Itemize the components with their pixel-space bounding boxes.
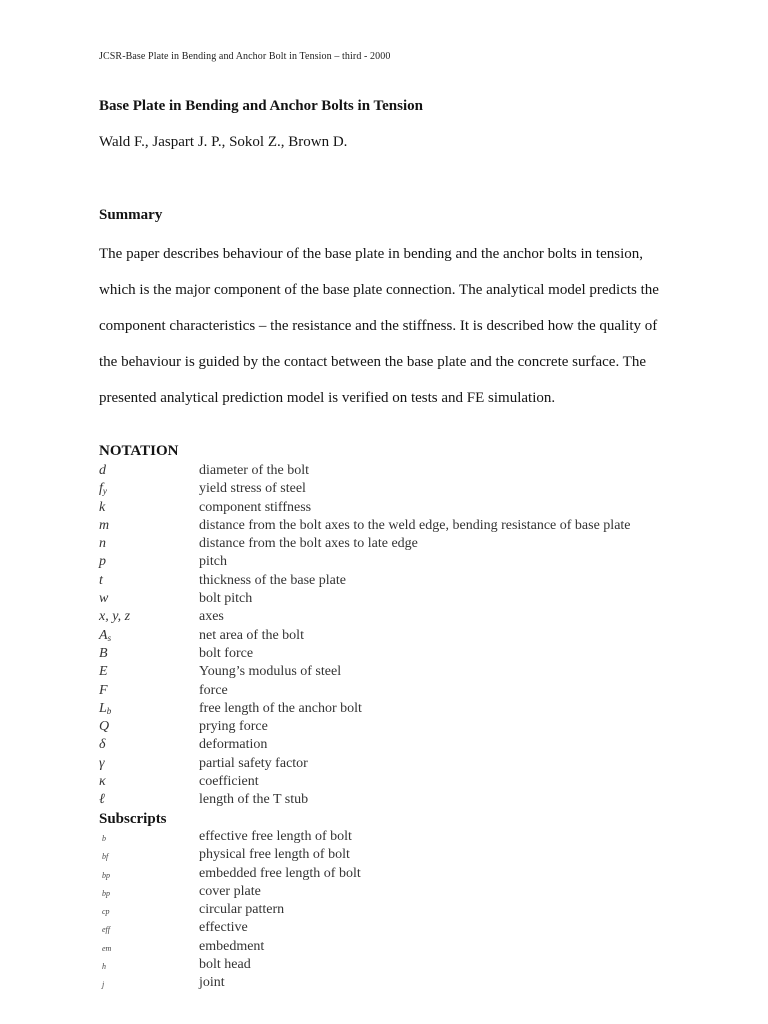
subscript-row — [99, 883, 699, 901]
subscript-symbol: eff — [102, 925, 110, 935]
subscript-description: circular pattern — [199, 902, 285, 918]
subscript-symbol: bf — [102, 852, 109, 862]
notation-row — [99, 517, 699, 535]
notation-symbol: $L_b$ — [99, 700, 112, 716]
notation-symbol: p — [99, 554, 106, 570]
notation-description: pitch — [199, 554, 227, 570]
notation-description: force — [199, 682, 228, 698]
notation-row — [99, 499, 699, 517]
notation-symbol: w — [99, 591, 109, 607]
notation-row — [99, 682, 699, 700]
summary-heading: Summary — [99, 207, 163, 223]
notation-description: net area of the bolt — [199, 627, 304, 643]
notation-symbol: $f_y$ — [99, 481, 107, 497]
notation-description: axes — [199, 609, 224, 625]
subscript-symbol: b — [102, 833, 106, 843]
notation-symbol: k — [99, 499, 106, 515]
notation-description: partial safety factor — [199, 755, 308, 771]
subscript-symbol: j — [102, 980, 105, 990]
notation-row — [99, 590, 699, 608]
subscript-symbol: bp — [102, 870, 110, 880]
subscript-row — [99, 919, 699, 937]
notation-row — [99, 645, 699, 663]
subscript-description: joint — [199, 975, 225, 991]
notation-symbol: κ — [99, 774, 106, 790]
subscript-description: embedded free length of bolt — [199, 865, 361, 881]
subscript-description: effective — [199, 920, 248, 936]
notation-description: bolt pitch — [199, 591, 253, 607]
author-list: Wald F., Jaspart J. P., Sokol Z., Brown D. — [99, 134, 348, 150]
subscript-row — [99, 865, 699, 883]
subscript-row — [99, 974, 699, 992]
notation-row — [99, 791, 699, 809]
notation-row — [99, 773, 699, 791]
notation-row — [99, 608, 699, 626]
notation-description: diameter of the bolt — [199, 463, 310, 478]
notation-symbol: γ — [99, 755, 105, 771]
notation-row — [99, 700, 699, 718]
notation-row — [99, 755, 699, 773]
subscript-description: effective free length of bolt — [199, 828, 352, 844]
subscript-symbol: h — [102, 962, 106, 972]
subscript-symbol: em — [102, 943, 112, 953]
notation-description: free length of the anchor bolt — [199, 700, 362, 716]
running-header: JCSR-Base Plate in Bending and Anchor Bolt in Tension – third - 2000 — [99, 51, 391, 62]
notation-symbol: x, y, z — [99, 609, 131, 625]
notation-row — [99, 663, 699, 681]
notation-description: coefficient — [199, 774, 259, 790]
summary-line: presented analytical prediction model is verified on tests and FE simulation. — [99, 390, 556, 406]
notation-description: distance from the bolt axes to late edge — [199, 536, 418, 552]
summary-line: The paper describes behaviour of the base plate in bending and the anchor bolts in tension, — [99, 246, 643, 262]
notation-description: bolt force — [199, 645, 254, 661]
notation-symbol: t — [99, 572, 103, 588]
notation-heading: NOTATION — [99, 443, 179, 459]
notation-symbol: d — [99, 463, 106, 478]
notation-symbol: ℓ — [99, 792, 105, 808]
subscript-description: physical free length of bolt — [199, 847, 350, 863]
summary-line: the behaviour is guided by the contact between the base plate and the concrete surface. The — [99, 354, 646, 370]
subscript-description: bolt head — [199, 957, 251, 973]
notation-symbol: m — [99, 517, 110, 533]
notation-row — [99, 627, 699, 645]
subscript-description: cover plate — [199, 883, 261, 899]
summary-text — [99, 236, 683, 416]
subscript-row — [99, 901, 699, 919]
subscript-row — [99, 938, 699, 956]
subscript-description: embedment — [199, 938, 265, 954]
notation-description: Young’s modulus of steel — [199, 664, 342, 680]
subscript-row — [99, 828, 699, 846]
notation-row — [99, 553, 699, 571]
notation-row — [99, 535, 699, 553]
notation-description: distance from the bolt axes to the weld edge, bending resistance of base plate — [199, 517, 631, 533]
notation-symbol: $A_s$ — [99, 627, 112, 643]
paper-title: Base Plate in Bending and Anchor Bolts in Tension — [99, 98, 423, 114]
summary-line: component characteristics – the resistance and the stiffness. It is described how the quality of — [99, 318, 658, 334]
notation-list — [99, 462, 699, 993]
notation-symbol: Q — [99, 719, 110, 735]
subscript-symbol: bp — [102, 888, 110, 898]
subscript-row — [99, 846, 699, 864]
notation-symbol: B — [99, 645, 108, 661]
subscript-symbol: cp — [102, 907, 110, 917]
notation-description: length of the T stub — [199, 792, 309, 808]
notation-row — [99, 480, 699, 498]
notation-row — [99, 572, 699, 590]
notation-row — [99, 718, 699, 736]
summary-line: which is the major component of the base plate connection. The analytical model predicts the — [99, 282, 659, 298]
notation-row — [99, 462, 699, 480]
subscript-row — [99, 956, 699, 974]
subscripts-heading: Subscripts — [99, 810, 167, 827]
notation-description: prying force — [199, 719, 268, 735]
notation-symbol: E — [99, 664, 108, 680]
notation-description: yield stress of steel — [199, 481, 306, 497]
notation-symbol: F — [99, 682, 108, 698]
notation-row — [99, 736, 699, 754]
notation-description: thickness of the base plate — [199, 572, 346, 588]
notation-description: deformation — [199, 737, 268, 753]
notation-description: component stiffness — [199, 499, 312, 515]
notation-symbol: δ — [99, 737, 106, 753]
notation-symbol: n — [99, 536, 106, 552]
